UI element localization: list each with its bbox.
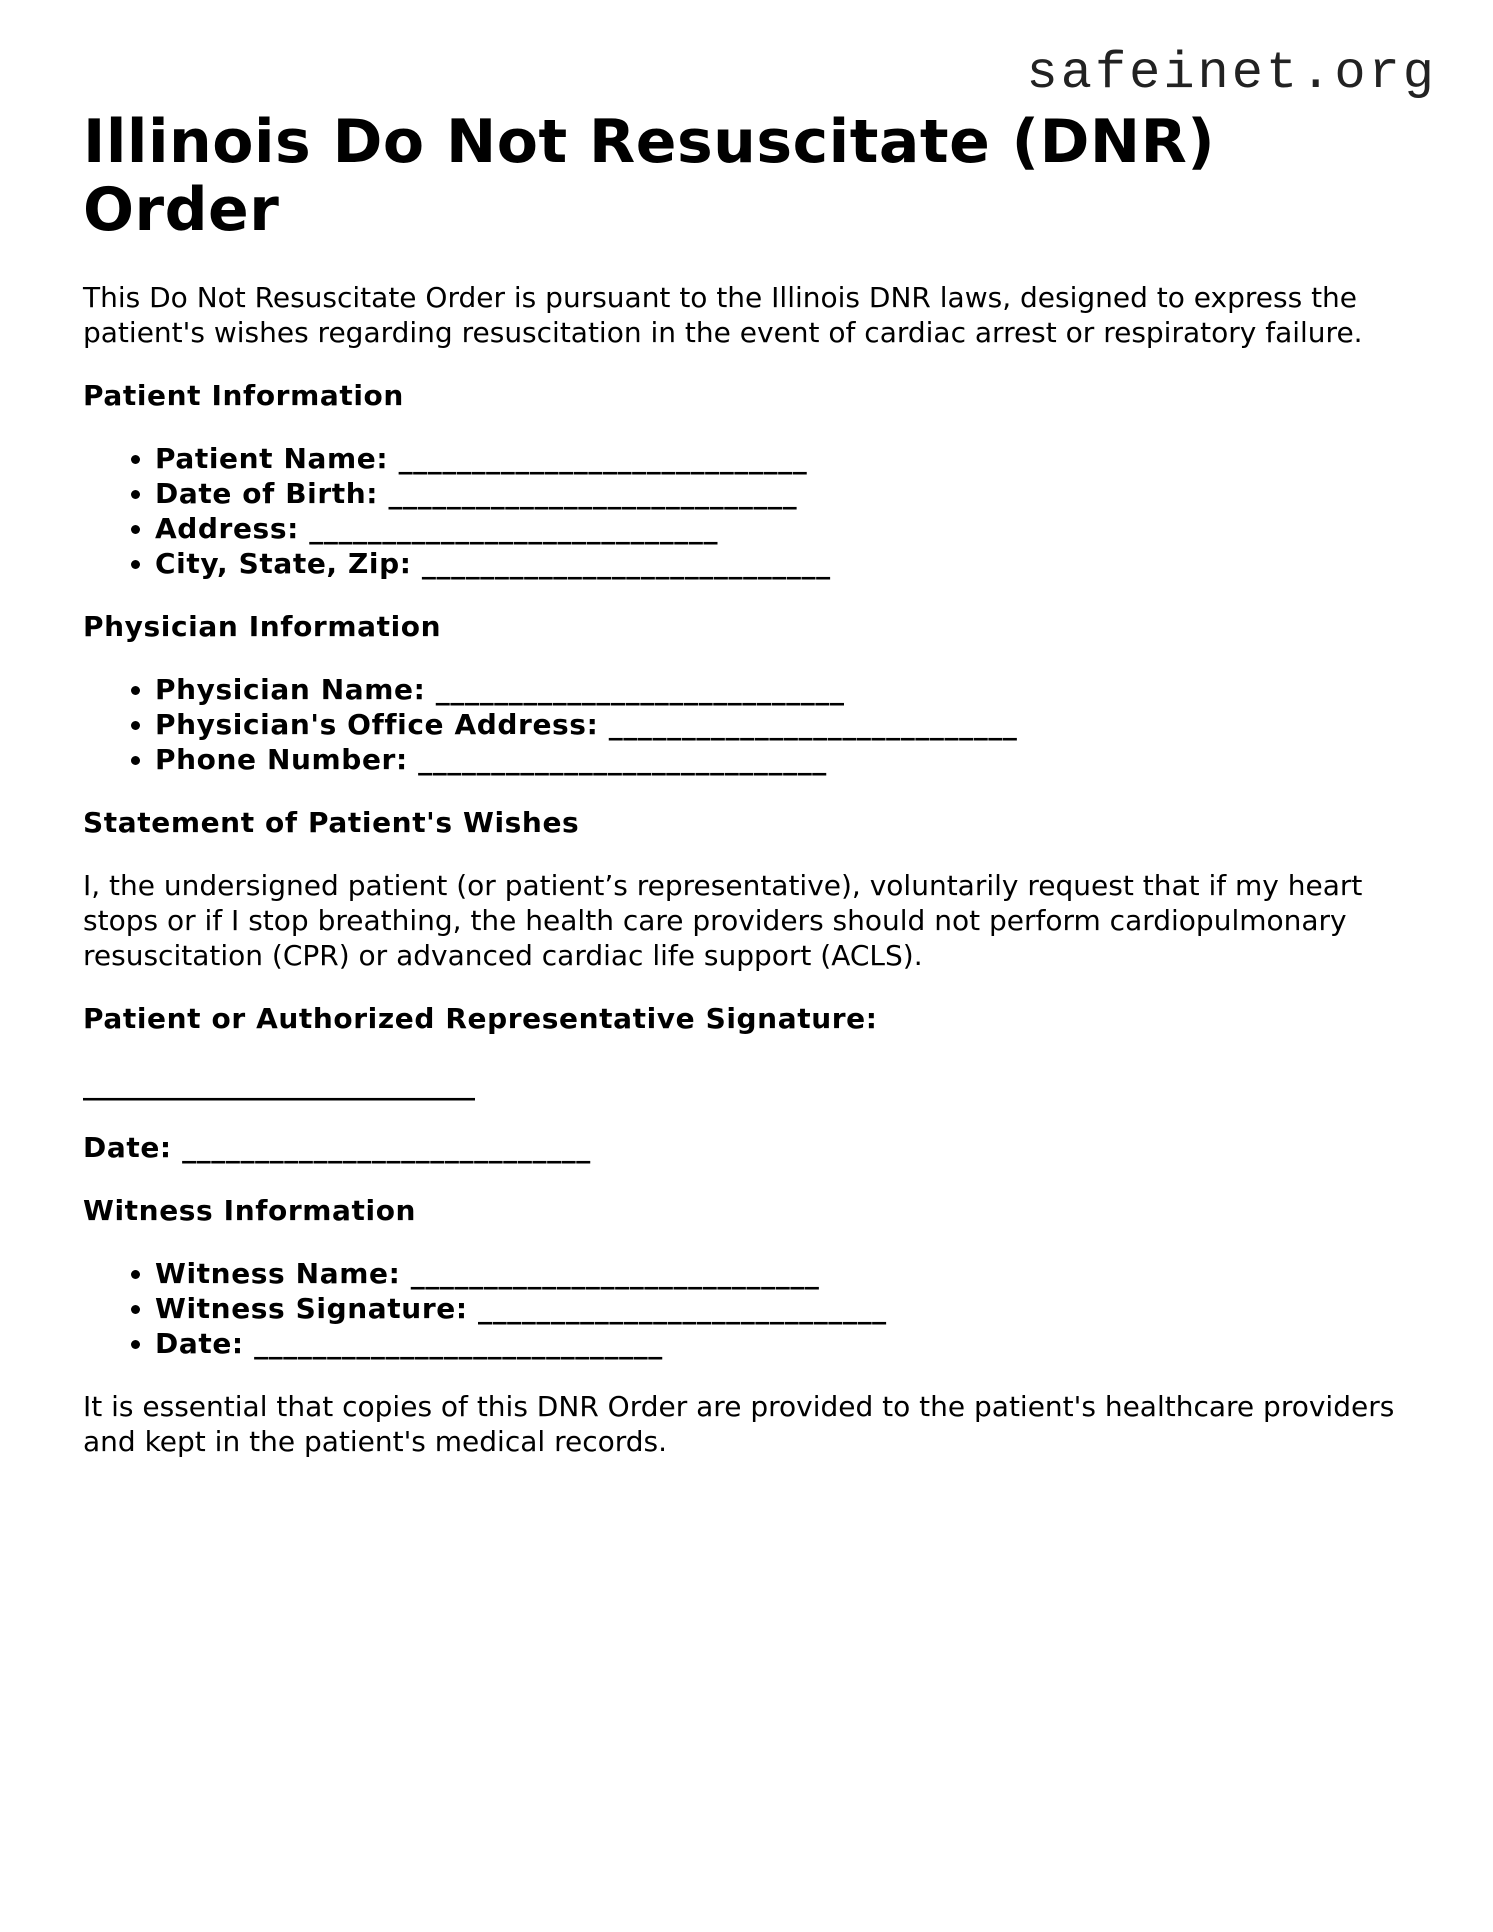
field-label: Patient Name: [155,442,389,475]
closing-paragraph: It is essential that copies of this DNR Order are provided to the patient's healthcare providers and kept in the patient's medical records. [83,1390,1395,1458]
field-blank: ____________________________ [254,1327,663,1360]
witness-date-field [155,1326,1423,1361]
intro-paragraph: This Do Not Resuscitate Order is pursuant to the Illinois DNR laws, designed to express the patient's wishes regarding resuscitation in the event of cardiac arrest or respiratory failure. [83,281,1363,349]
document [83,108,1423,1459]
field-label: Physician Name: [155,673,426,706]
field-label: Date of Birth: [155,477,379,510]
signature-heading: Patient or Authorized Representative Signature: [83,1002,878,1035]
field-blank: ____________________________ [421,547,831,580]
patient-name-field [155,441,1423,476]
field-label: Date: [83,1131,172,1164]
wishes-heading: Statement of Patient's Wishes [83,806,580,839]
wishes-paragraph: I, the undersigned patient (or patient’s representative), voluntarily request that if my heart stops or if I stop breathing, the health care providers should not perform cardiopulmonary resuscitation (CPR) or advanced cardiac life support (ACLS). [83,869,1363,972]
field-label: Phone Number: [155,743,408,776]
patient-info-heading: Patient Information [83,379,404,412]
field-blank: ____________________________ [182,1131,591,1164]
physician-office-address-field [155,707,1423,742]
witness-info-heading: Witness Information [83,1194,417,1227]
address-field [155,511,1423,546]
patient-info-list [83,441,1423,581]
witness-signature-field [155,1291,1423,1326]
physician-info-heading: Physician Information [83,610,442,643]
date-of-birth-field [155,476,1423,511]
field-blank: ____________________________ [435,673,845,706]
city-state-zip-field [155,546,1423,581]
field-blank: ____________________________ [398,442,808,475]
field-label: City, State, Zip: [155,547,412,580]
field-label: Address: [155,512,299,545]
signature-line: ____________________________ [83,1068,475,1101]
witness-info-list [83,1256,1423,1361]
field-label: Physician's Office Address: [155,708,599,741]
witness-name-field [155,1256,1423,1291]
field-label: Date: [155,1327,244,1360]
field-label: Witness Name: [155,1257,401,1290]
field-blank: ____________________________ [388,477,798,510]
field-blank: ____________________________ [418,743,827,776]
field-blank: ____________________________ [309,512,719,545]
field-blank: ____________________________ [477,1292,887,1325]
phone-number-field [155,742,1423,777]
watermark: safeinet.org [1026,44,1437,103]
physician-info-list [83,672,1423,777]
field-blank: ____________________________ [608,708,1018,741]
signature-date-field [83,1130,1423,1165]
field-blank: ____________________________ [410,1257,820,1290]
physician-name-field [155,672,1423,707]
document-title: Illinois Do Not Resuscitate (DNR) Order [83,107,1216,245]
field-label: Witness Signature: [155,1292,468,1325]
